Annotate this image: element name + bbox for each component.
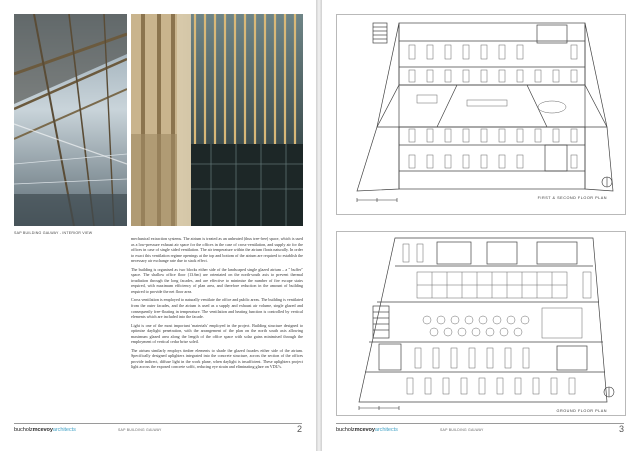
page-footer — [14, 423, 302, 436]
north-arrow-icon — [604, 387, 614, 397]
north-arrow-icon — [602, 177, 612, 187]
left-page — [0, 0, 316, 451]
brand-logo: bucholzmcevoyarchitects — [14, 427, 76, 433]
right-page — [322, 0, 638, 451]
footer-title: SAP BUILDING GALWAY — [440, 428, 484, 432]
body-text — [131, 236, 303, 373]
plan-label: FIRST & SECOND FLOOR PLAN — [537, 196, 607, 200]
floor-plan-drawing — [337, 232, 625, 415]
paragraph: Cross ventilation is employed to naturally ventilate the office and public areas. The building is ventilated from the outer facades, and the atrium is used as a supply and exhaust air volume, single glazed and consequently free-floating in temperature. The ventilation and heating function is controlled by vertical elements which are included into the facade. — [131, 297, 303, 320]
ground-floor-plan — [336, 231, 626, 416]
brand-logo: bucholzmcevoyarchitects — [336, 427, 398, 433]
photo-caption: SAP BUILDING GALWAY - INTERIOR VIEW — [14, 231, 93, 235]
atrium-roof-photo — [14, 14, 127, 226]
plan-label: GROUND FLOOR PLAN — [556, 409, 607, 413]
first-second-floor-plan — [336, 14, 626, 215]
paragraph: The atrium similarly employs timber elements to shade the glazed facades either side of the atrium. Specifically designed uplighters integrated into the concrete structure, across the section of the offices provide indirect, diffuse light in the work plane, when daylight is insufficient. These uplighters project light across the exposed concrete soffit, reducing eye strain and eliminating glare on VDU's. — [131, 347, 303, 370]
page-number: 3 — [618, 424, 624, 434]
page-footer — [336, 423, 624, 436]
paragraph: The building is organised as two blocks either side of the landscaped single glazed atrium – a " buffer" space. The shallow office floor (13.6m) are orientated on the north-south axis to prevent thermal irradiation through the long facades, and are effective to minimise the number of fire escape stairs required, with maximum efficiency of plan area, and therefore reduction in the amount of building required to provide the net floor area. — [131, 266, 303, 294]
atrium-facade-photo — [131, 14, 303, 226]
page-number: 2 — [296, 424, 302, 434]
paragraph: mechanical extraction systems. The atrium is treated as an unheated (thus tree-free) space, which is used as a low-pressure exhaust air space for the offices in the case of cross-ventilation, and supply air for the offices in case of single sided ventilation. The air temperature within the atrium floats naturally. In order to exact this ventilation regime openings at the top and bottom of the atrium are required to establish the necessary air exchange rate due to stack effect. — [131, 236, 303, 264]
paragraph: Light is one of the most important 'materials' employed in the project. Building structure designed to optimise daylight penetration, with the arrangement of the plan on the north south axis allowing maximum glazed area along the length of the office space with solar gains minimised through the employment of vertical cedar brise soleil. — [131, 322, 303, 345]
floor-plan-drawing — [337, 15, 625, 214]
footer-title: SAP BUILDING GALWAY — [118, 428, 162, 432]
